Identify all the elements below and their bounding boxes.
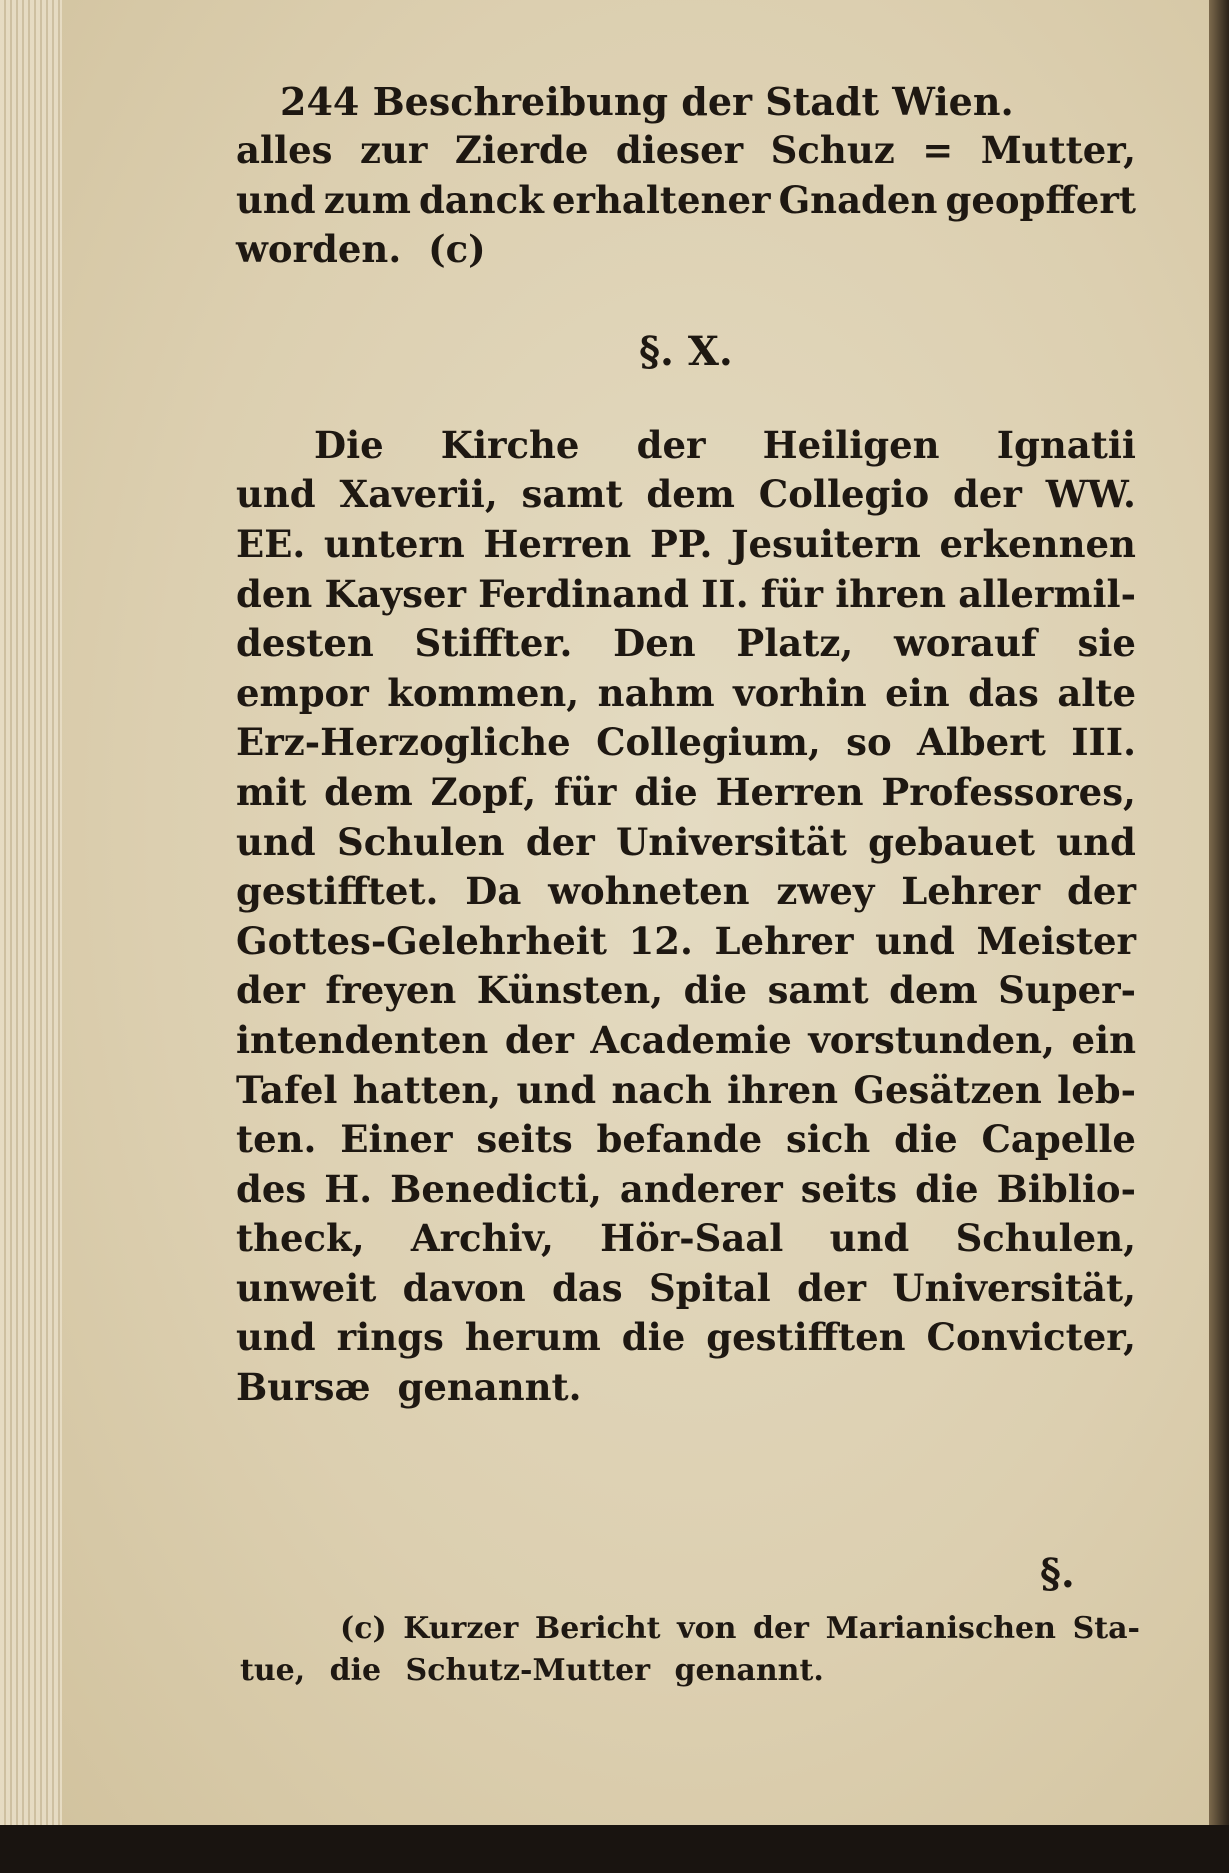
- word: Schulen,: [955, 1216, 1136, 1261]
- text-line: worden. (c): [236, 227, 486, 272]
- paragraph: [236, 421, 1136, 1413]
- word: davon: [402, 1265, 526, 1310]
- footnote-line: tue, die Schutz-Mutter genannt.: [240, 1653, 824, 1688]
- word: der: [636, 422, 706, 467]
- word: PP.: [649, 521, 713, 566]
- word: Herren: [715, 769, 864, 814]
- word: und: [236, 1315, 316, 1360]
- word: III.: [1071, 720, 1136, 765]
- word: seits: [476, 1117, 573, 1162]
- word: kommen,: [387, 670, 580, 715]
- running-header: [236, 78, 1136, 126]
- word: der: [504, 1017, 574, 1062]
- text-line: [236, 1165, 1136, 1215]
- word: ein: [1071, 1017, 1136, 1062]
- word: gestifften: [706, 1315, 906, 1360]
- word: Convicter,: [926, 1315, 1136, 1360]
- carryover-text: [236, 126, 1136, 275]
- word: =: [922, 128, 954, 172]
- text-line: [236, 1214, 1136, 1264]
- word: des: [236, 1166, 307, 1211]
- word: Hör-Saal: [600, 1216, 784, 1261]
- word: sich: [785, 1117, 871, 1162]
- word: WW.: [1045, 472, 1136, 517]
- word: das: [968, 670, 1039, 715]
- text-line: [236, 570, 1136, 620]
- word: ein: [885, 670, 950, 715]
- word: Schuz: [770, 128, 895, 172]
- word: nahm: [597, 670, 715, 715]
- word: sie: [1077, 621, 1136, 666]
- word: Albert: [917, 720, 1046, 765]
- word: Die: [314, 422, 384, 467]
- word: Kayser: [324, 571, 466, 616]
- word: Lehrer: [714, 918, 854, 963]
- word: der: [753, 1611, 809, 1646]
- word: ten.: [236, 1117, 317, 1162]
- text-line: [236, 1066, 1136, 1116]
- word: von: [677, 1611, 737, 1646]
- text-line: Bursæ genannt.: [236, 1365, 582, 1410]
- word: Sta-: [1072, 1611, 1140, 1646]
- word: Universität: [616, 819, 847, 864]
- word: Den: [613, 621, 696, 666]
- word: der: [236, 968, 305, 1013]
- word: leb-: [1057, 1067, 1136, 1112]
- word: und: [829, 1216, 910, 1261]
- word: Bericht: [534, 1611, 661, 1646]
- word: samt: [767, 968, 869, 1013]
- word: Archiv,: [410, 1216, 554, 1261]
- word: erhaltener: [551, 177, 771, 222]
- word: Kirche: [440, 422, 580, 467]
- word: die: [634, 769, 698, 814]
- word: geopffert: [945, 177, 1136, 222]
- word: Mutter,: [980, 128, 1136, 172]
- text-line: [236, 1264, 1136, 1314]
- text-line: [236, 867, 1136, 917]
- page-number: 244: [280, 79, 360, 124]
- word: unweit: [236, 1265, 377, 1310]
- footnote: [240, 1608, 1140, 1692]
- text-block: [236, 78, 1136, 1413]
- word: befande: [596, 1117, 763, 1162]
- word: desten: [236, 621, 374, 666]
- word: intendenten: [236, 1017, 489, 1062]
- text-line: [236, 1313, 1136, 1363]
- text-line: [236, 966, 1136, 1016]
- word: (c): [340, 1611, 387, 1646]
- word: der: [797, 1265, 866, 1310]
- text-line: [236, 520, 1136, 570]
- word: dem: [646, 472, 735, 517]
- footnote-line: [240, 1608, 1140, 1650]
- text-line: [236, 818, 1136, 868]
- word: theck,: [236, 1216, 365, 1261]
- word: mit: [236, 769, 307, 814]
- word: zur: [359, 128, 428, 172]
- word: dem: [889, 968, 978, 1013]
- word: Capelle: [981, 1117, 1136, 1162]
- word: erkennen: [939, 521, 1136, 566]
- word: für: [554, 769, 617, 814]
- word: untern: [323, 521, 465, 566]
- word: und: [875, 918, 955, 963]
- text-line: [236, 470, 1136, 520]
- word: samt: [521, 472, 623, 517]
- text-line: [236, 917, 1136, 967]
- word: freyen: [325, 968, 457, 1013]
- word: seits: [800, 1166, 898, 1211]
- word: Ferdinand: [478, 571, 689, 616]
- word: Benedicti,: [390, 1166, 602, 1211]
- word: rings: [336, 1315, 444, 1360]
- word: dem: [324, 769, 413, 814]
- word: Schulen: [336, 819, 505, 864]
- text-line: [236, 718, 1136, 768]
- word: Stiffter.: [414, 621, 573, 666]
- word: zum: [323, 177, 411, 222]
- word: die: [915, 1166, 979, 1211]
- text-line: [236, 176, 1136, 226]
- word: danck: [418, 177, 544, 222]
- word: so: [846, 720, 892, 765]
- word: Spital: [648, 1265, 771, 1310]
- word: den: [236, 571, 313, 616]
- page-edges: [0, 0, 62, 1826]
- section-heading: §. X.: [639, 327, 733, 375]
- word: worauf: [893, 621, 1037, 666]
- word: Professores,: [881, 769, 1136, 814]
- word: Kurzer: [403, 1611, 519, 1646]
- word: Gottes-Gelehrheit: [236, 918, 607, 963]
- text-line: [236, 669, 1136, 719]
- word: der: [1067, 869, 1136, 914]
- bottom-shadow: [0, 1825, 1229, 1873]
- word: vorhin: [733, 670, 867, 715]
- running-title: Beschreibung der Stadt Wien.: [372, 79, 1014, 124]
- word: ihren: [727, 1067, 839, 1112]
- word: herum: [464, 1315, 601, 1360]
- word: Collegium,: [596, 720, 821, 765]
- word: Biblio-: [996, 1166, 1136, 1211]
- word: Da: [465, 869, 522, 914]
- word: Universität,: [892, 1265, 1136, 1310]
- text-line: [236, 421, 1136, 471]
- word: und: [516, 1067, 597, 1112]
- word: Lehrer: [901, 869, 1041, 914]
- word: Meister: [976, 918, 1136, 963]
- word: Künsten,: [476, 968, 664, 1013]
- word: hatten,: [352, 1067, 502, 1112]
- word: und: [1056, 819, 1136, 864]
- word: zwey: [776, 869, 875, 914]
- word: Tafel: [236, 1067, 338, 1112]
- text-line: [236, 619, 1136, 669]
- word: gebauet: [868, 819, 1035, 864]
- word: die: [894, 1117, 958, 1162]
- word: der: [525, 819, 595, 864]
- word: Marianischen: [825, 1611, 1056, 1646]
- word: gestifftet.: [236, 869, 439, 914]
- word: das: [551, 1265, 623, 1310]
- word: Herren: [483, 521, 632, 566]
- word: Einer: [340, 1117, 453, 1162]
- word: Zopf,: [430, 769, 537, 814]
- word: die: [621, 1315, 686, 1360]
- word: für: [760, 571, 824, 616]
- word: der: [952, 472, 1022, 517]
- word: Ignatii: [996, 422, 1136, 467]
- word: und: [236, 472, 316, 517]
- word: Collegio: [758, 472, 930, 517]
- right-shadow: [1209, 0, 1229, 1873]
- word: Super-: [998, 968, 1136, 1013]
- word: Erz-Herzogliche: [236, 720, 571, 765]
- word: Gnaden: [778, 177, 938, 222]
- word: und: [236, 177, 316, 222]
- word: 12.: [628, 918, 693, 963]
- word: nach: [611, 1067, 712, 1112]
- word: Platz,: [736, 621, 854, 666]
- word: allermil-: [958, 571, 1136, 616]
- word: ihren: [835, 571, 947, 616]
- word: wohneten: [548, 869, 750, 914]
- text-line: [236, 126, 1136, 176]
- word: EE.: [236, 521, 306, 566]
- word: anderer: [619, 1166, 783, 1211]
- word: vorstunden,: [808, 1017, 1055, 1062]
- word: II.: [701, 571, 749, 616]
- word: und: [236, 819, 316, 864]
- word: empor: [236, 670, 369, 715]
- word: Heiligen: [762, 422, 940, 467]
- text-line: [236, 1016, 1136, 1066]
- word: dieser: [615, 128, 744, 172]
- word: alles: [236, 128, 333, 172]
- word: die: [683, 968, 748, 1013]
- word: Zierde: [454, 128, 589, 172]
- text-line: [236, 768, 1136, 818]
- catchword: §.: [1040, 1550, 1075, 1597]
- word: H.: [324, 1166, 373, 1211]
- text-line: [236, 1115, 1136, 1165]
- word: Jesuitern: [730, 521, 921, 566]
- word: Gesätzen: [853, 1067, 1042, 1112]
- word: Xaverii,: [339, 472, 498, 517]
- word: alte: [1057, 670, 1136, 715]
- word: Academie: [590, 1017, 792, 1062]
